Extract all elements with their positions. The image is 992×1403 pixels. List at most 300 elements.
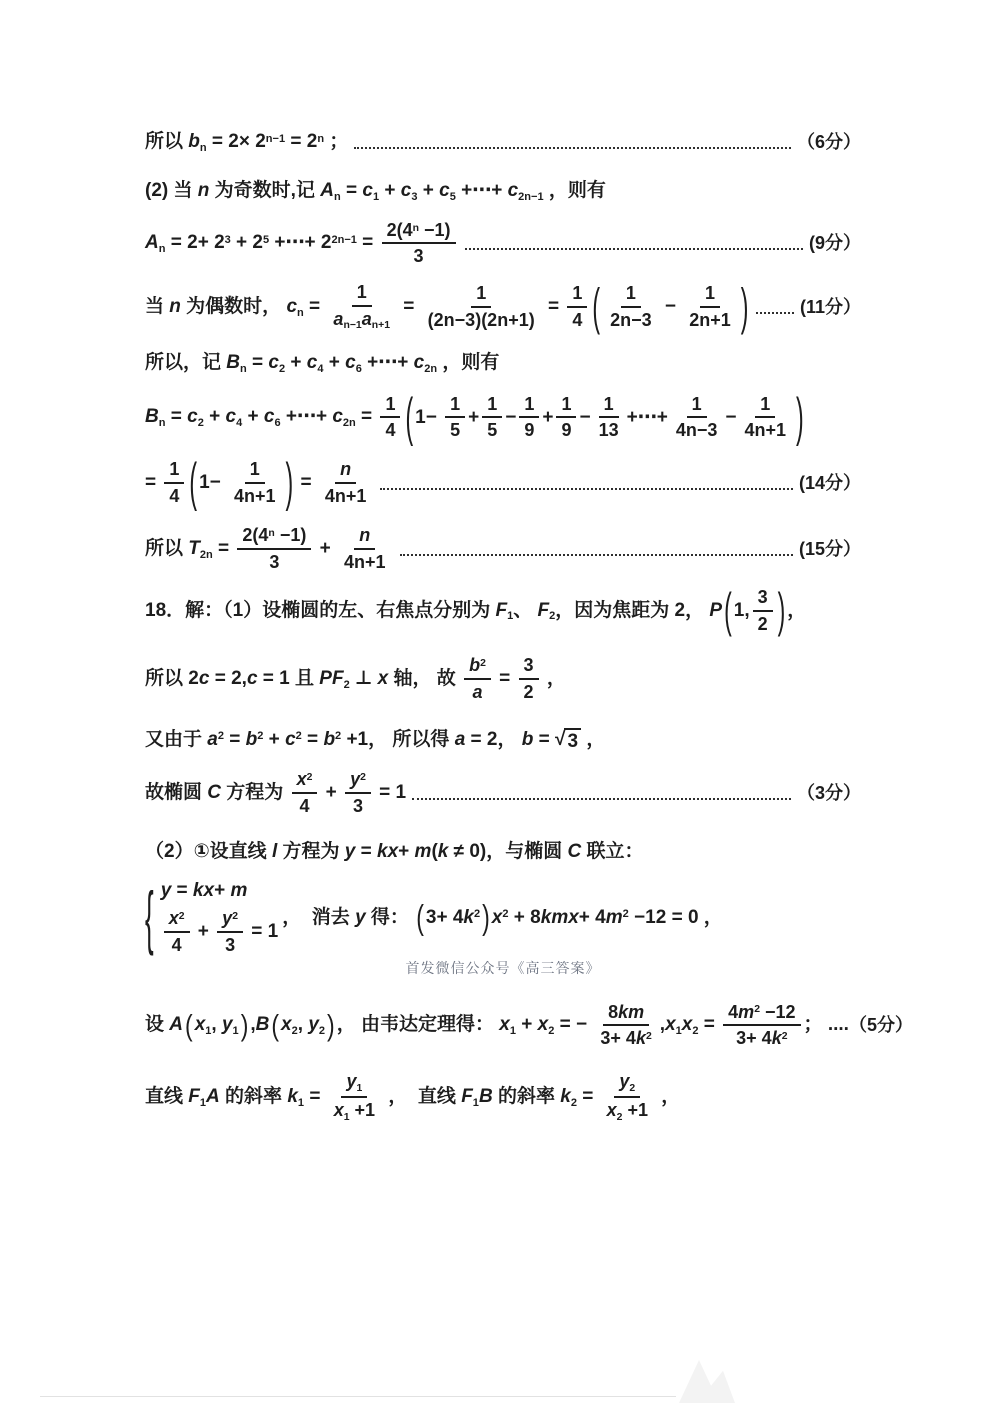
score-label: (9分） <box>808 233 861 254</box>
big-paren: ) <box>740 277 749 335</box>
math-fraction <box>237 525 311 572</box>
math-subscript: 6 <box>355 362 362 375</box>
math-group <box>492 906 723 930</box>
math-group <box>736 1028 787 1049</box>
math-variable: c <box>187 406 198 428</box>
fraction-numerator <box>599 394 619 419</box>
math-text: 1− <box>199 471 227 493</box>
fraction-numerator <box>164 459 184 484</box>
math-text: 联立： <box>581 840 644 862</box>
math-text: +⋯+ <box>626 406 668 428</box>
math-text: + <box>323 351 346 373</box>
math-text: 4 <box>299 796 310 817</box>
math-text: 的斜率 <box>492 1086 561 1108</box>
math-variable: a <box>361 308 372 329</box>
math-text: ； .... <box>803 1014 849 1036</box>
math-fraction <box>292 769 318 816</box>
wechat-watermark: 首发微信公众号《高三答案》 <box>405 959 601 976</box>
math-variable: c <box>198 667 210 689</box>
math-subscript: 2 <box>318 1025 326 1038</box>
math-variable: x <box>281 1014 292 1036</box>
math-group <box>281 1013 325 1037</box>
math-text: ， <box>541 668 566 690</box>
fraction-denominator <box>329 1098 380 1123</box>
fraction-denominator <box>264 550 284 573</box>
solution-content <box>145 130 913 1123</box>
fraction-numerator <box>445 394 465 419</box>
math-group <box>472 682 482 703</box>
math-variable: a <box>472 681 483 702</box>
math-variable: B <box>145 406 159 428</box>
math-variable: B <box>255 1014 270 1036</box>
math-group <box>572 283 582 304</box>
math-group <box>689 310 731 331</box>
math-variable: T <box>188 538 200 560</box>
math-group <box>524 420 534 441</box>
math-group <box>297 769 313 790</box>
math-variable: k <box>635 1028 646 1049</box>
math-group <box>804 1013 849 1037</box>
math-group <box>246 920 278 944</box>
math-text: 1 <box>476 283 487 304</box>
fraction-numerator <box>519 655 539 680</box>
big-paren: ) <box>777 582 786 638</box>
math-text: 5 <box>487 420 498 441</box>
math-variable: c <box>507 179 519 201</box>
fraction-numerator <box>723 1002 800 1027</box>
math-text: ，则有 <box>437 351 500 373</box>
math-variable: k <box>560 1086 571 1108</box>
math-text: 1 <box>572 283 583 304</box>
score-label: （6分） <box>796 131 861 152</box>
math-group <box>692 394 702 415</box>
math-subscript: n <box>158 243 166 256</box>
math-text: +⋯+ <box>455 179 508 201</box>
math-subscript: 2 <box>692 1025 699 1038</box>
math-group <box>561 394 571 415</box>
math-group <box>145 351 499 375</box>
math-text: +⋯+ <box>361 351 414 373</box>
math-group <box>320 781 342 805</box>
formula-line-system-elimination <box>145 876 861 958</box>
math-text: −1) <box>274 525 307 546</box>
math-group <box>385 420 395 441</box>
big-paren: ( <box>271 1007 280 1042</box>
fraction-numerator <box>755 394 775 419</box>
fraction-denominator <box>348 794 368 817</box>
math-group <box>734 599 750 623</box>
math-group <box>145 231 379 255</box>
math-text: = 2× 2 <box>206 131 266 152</box>
math-text: − <box>725 406 737 428</box>
math-text: 9 <box>561 420 572 441</box>
math-variable: x <box>333 1100 344 1121</box>
math-text: 故椭圆 <box>145 782 208 804</box>
math-variable: y <box>355 906 366 928</box>
math-subscript: 2 <box>549 610 556 623</box>
math-group <box>426 906 480 930</box>
math-variable: x <box>681 1014 693 1036</box>
math-variable: m <box>414 840 432 862</box>
math-group <box>760 394 770 415</box>
math-superscript: 3 <box>224 233 231 246</box>
math-text: 1, <box>733 599 750 621</box>
math-group <box>428 310 535 331</box>
math-text: = <box>355 406 378 428</box>
math-text: + <box>320 782 343 804</box>
fraction-denominator <box>167 933 187 956</box>
math-text: = <box>576 1086 599 1108</box>
equation-system <box>145 876 279 958</box>
math-text: 为奇数时,记 <box>209 179 321 201</box>
math-group <box>787 599 806 623</box>
math-variable: x <box>499 1014 510 1036</box>
fraction-denominator <box>339 550 391 573</box>
math-group <box>599 420 619 441</box>
math-text: 1 <box>691 393 702 414</box>
math-text: = <box>340 179 363 201</box>
math-variable: k <box>771 1028 782 1049</box>
math-variable: k <box>287 1086 298 1108</box>
math-subscript: n <box>158 417 166 430</box>
math-text: + <box>285 351 307 373</box>
math-fraction <box>684 283 736 330</box>
math-superscript: 2 <box>232 911 238 922</box>
math-text: 4n+1 <box>324 485 367 506</box>
math-text: 1 <box>705 283 716 304</box>
math-subscript: 2n <box>199 549 213 562</box>
math-subscript: 1 <box>297 1096 305 1109</box>
math-text: = <box>303 296 326 318</box>
math-subscript: 1 <box>343 1111 350 1123</box>
math-group <box>161 879 248 903</box>
math-group <box>608 1002 644 1023</box>
score-label: （3分） <box>796 782 861 803</box>
math-text: + <box>398 840 415 862</box>
math-variable: y <box>344 840 356 862</box>
math-group <box>383 1085 599 1109</box>
math-group <box>350 769 366 790</box>
math-variable: b <box>469 655 481 676</box>
math-variable: y <box>619 1070 630 1091</box>
math-text: = <box>355 840 378 862</box>
math-subscript: 2 <box>570 1096 577 1109</box>
fraction-denominator <box>731 1026 792 1049</box>
page-bottom-rule <box>40 1396 676 1397</box>
math-text: 13 <box>598 420 619 441</box>
math-variable: PF <box>319 667 344 689</box>
math-text: + <box>314 538 336 560</box>
math-subscript: 1 <box>509 1025 516 1038</box>
formula-line-ellipse-equation <box>145 769 861 816</box>
math-text: = 1 <box>246 921 279 943</box>
math-text: + <box>192 921 215 943</box>
math-text: + <box>516 1014 538 1036</box>
math-text: +1 <box>622 1100 648 1121</box>
fraction-denominator <box>605 308 657 331</box>
math-variable: x <box>194 1014 206 1036</box>
math-variable: n <box>340 459 352 480</box>
dotted-leader <box>756 312 794 314</box>
fraction-numerator <box>482 394 502 419</box>
math-text: = <box>398 296 420 318</box>
math-superscript: 2 <box>502 908 509 921</box>
math-variable: kx <box>377 840 399 862</box>
math-text: + <box>263 728 286 750</box>
fraction-denominator <box>467 680 487 703</box>
math-subscript: 2 <box>343 678 350 691</box>
math-group <box>359 525 370 546</box>
fraction-denominator <box>519 418 539 441</box>
system-brace: { <box>145 876 154 958</box>
fraction-numerator <box>519 394 539 419</box>
math-text: 3 <box>523 655 534 676</box>
math-text: 1 <box>249 459 260 480</box>
math-text: 、 <box>513 599 538 621</box>
formula-line-ab-values <box>145 728 861 754</box>
math-variable: B <box>226 351 241 373</box>
math-subscript: n <box>333 190 341 203</box>
fraction-denominator <box>423 308 540 331</box>
math-variable: b <box>188 131 200 152</box>
math-group <box>334 1100 375 1123</box>
math-group <box>340 459 351 480</box>
math-text: = <box>145 471 162 493</box>
fraction-numerator <box>753 587 773 612</box>
math-group <box>346 1071 362 1094</box>
math-group <box>195 1013 239 1037</box>
math-superscript: 5 <box>263 233 270 246</box>
math-variable: F <box>495 599 508 621</box>
math-subscript: 2n−1 <box>518 190 544 203</box>
math-variable: k <box>463 906 474 928</box>
math-subscript: 2 <box>278 362 286 375</box>
math-text: 4n+1 <box>344 552 386 573</box>
math-group <box>627 406 668 430</box>
math-subscript: 1 <box>372 190 380 203</box>
fraction-denominator <box>220 933 240 956</box>
math-text: 4 <box>572 309 583 330</box>
big-paren: ) <box>327 1007 335 1042</box>
formula-line-bn-telescoping <box>145 386 861 447</box>
math-text: 方程为 <box>277 840 345 862</box>
math-text: + 2 <box>230 232 264 254</box>
math-subscript: 2 <box>629 1082 636 1094</box>
math-variable: x <box>296 769 307 790</box>
math-text: = 2+ 2 <box>165 232 225 254</box>
math-group <box>169 459 179 480</box>
math-group <box>758 614 768 635</box>
math-variable: c <box>439 179 450 201</box>
math-variable: x <box>377 667 389 689</box>
math-subscript: 1 <box>205 1025 212 1038</box>
big-paren: ( <box>405 386 414 447</box>
fraction-numerator <box>687 394 707 419</box>
math-group <box>145 405 377 429</box>
fraction-denominator <box>229 484 281 507</box>
math-group <box>325 486 367 507</box>
math-variable: c <box>246 667 258 689</box>
dotted-leader <box>400 554 793 556</box>
math-text: (2n−3)(2n+1) <box>427 309 535 330</box>
math-superscript: 2 <box>306 772 313 784</box>
math-subscript: 3 <box>411 190 418 203</box>
fraction-numerator <box>292 769 318 794</box>
math-group <box>145 840 644 864</box>
big-paren: ) <box>482 897 490 937</box>
math-group <box>374 781 406 805</box>
math-group <box>387 220 451 241</box>
math-variable: m <box>605 906 623 928</box>
radical-sign: √ <box>555 728 566 750</box>
fraction-numerator <box>464 655 491 680</box>
fraction-numerator <box>614 1071 640 1098</box>
dotted-leader <box>465 248 803 250</box>
math-text: ， <box>581 728 606 750</box>
math-group <box>619 1071 635 1094</box>
math-group <box>344 552 386 573</box>
fraction-numerator <box>352 282 372 307</box>
formula-line-vieta <box>145 1001 913 1049</box>
math-group <box>145 1013 183 1037</box>
math-subscript: 4 <box>317 362 324 375</box>
fraction-denominator <box>595 1026 656 1049</box>
big-paren: ) <box>240 1007 249 1042</box>
math-text: 4n+1 <box>744 420 786 441</box>
math-group <box>505 406 516 430</box>
math-text: 4n−3 <box>675 420 718 441</box>
math-variable: x <box>168 908 179 929</box>
math-text: = <box>493 668 516 690</box>
score-label: （5分） <box>848 1015 913 1036</box>
math-variable: b <box>245 728 258 750</box>
math-variable: F <box>461 1086 473 1108</box>
formula-line-odd-case-setup <box>145 179 861 203</box>
math-subscript: n <box>199 141 207 154</box>
math-superscript: 2 <box>335 730 342 743</box>
math-text: − <box>505 406 517 428</box>
fraction-denominator <box>320 484 372 507</box>
fraction-numerator <box>341 1071 367 1098</box>
math-group <box>487 394 497 415</box>
math-fraction <box>567 283 587 330</box>
math-group <box>450 420 460 441</box>
math-subscript: 6 <box>274 417 281 430</box>
math-text: −12 = 0 ， <box>628 906 723 928</box>
math-variable: c <box>413 351 425 373</box>
math-text: (2) 当 <box>145 179 198 201</box>
math-group <box>250 459 260 480</box>
math-group <box>145 667 461 691</box>
math-text: 轴， 故 <box>388 667 462 689</box>
radicand: 3 <box>564 728 581 754</box>
math-group <box>299 796 309 817</box>
fraction-denominator <box>602 1098 653 1123</box>
math-group <box>656 1085 680 1109</box>
math-group <box>353 796 363 817</box>
math-group <box>600 1028 651 1049</box>
math-superscript: 2 <box>480 658 486 669</box>
math-text: = <box>542 296 565 318</box>
math-group <box>314 537 336 561</box>
math-text: 1 <box>760 393 771 414</box>
math-text: 所以 2 <box>145 667 199 689</box>
math-variable: x <box>606 1100 617 1121</box>
math-group <box>250 1013 269 1037</box>
math-group <box>357 282 367 303</box>
math-variable: F <box>537 599 550 621</box>
fraction-numerator <box>556 394 576 419</box>
math-group <box>524 394 534 415</box>
math-group <box>145 781 289 805</box>
math-fraction <box>164 908 190 955</box>
math-text: = 1 <box>373 782 407 804</box>
fraction-denominator <box>739 418 791 441</box>
math-group <box>494 667 516 691</box>
math-superscript: n <box>317 132 325 145</box>
system-row <box>161 879 248 903</box>
math-group <box>222 908 238 929</box>
math-text: +⋯+ <box>280 406 333 428</box>
system-row <box>161 908 279 955</box>
math-text: 2 <box>523 681 534 702</box>
math-variable: c <box>268 351 279 373</box>
math-text: 1− <box>415 406 443 428</box>
math-superscript: 2 <box>257 730 264 743</box>
math-group <box>610 310 652 331</box>
fraction-numerator <box>237 525 311 550</box>
math-superscript: 2 <box>178 911 185 922</box>
math-text: ， <box>655 1086 681 1108</box>
math-group <box>337 1013 593 1037</box>
math-text: = <box>224 728 246 750</box>
math-text: = <box>246 351 269 373</box>
math-variable: P <box>709 599 723 621</box>
math-text: 4 <box>171 934 182 955</box>
math-superscript: n−1 <box>265 132 286 145</box>
math-text: 得： <box>365 906 415 928</box>
math-text: ， 直线 <box>383 1086 462 1108</box>
math-text: 1 <box>603 393 614 414</box>
math-fraction <box>556 394 576 441</box>
math-group <box>725 406 736 430</box>
math-text: = <box>165 406 188 428</box>
math-group <box>758 587 768 608</box>
score-label: (11分） <box>799 296 861 317</box>
math-text: 1 <box>169 459 180 480</box>
math-text: = <box>301 728 324 750</box>
fraction-numerator <box>335 459 356 484</box>
score-label: (14分） <box>798 472 861 493</box>
dotted-leader <box>412 798 791 800</box>
fraction-numerator <box>603 1002 649 1027</box>
fraction-denominator <box>567 308 587 331</box>
math-fraction <box>602 1071 653 1123</box>
math-superscript: 2 <box>781 1031 788 1043</box>
math-text: 当 <box>145 296 170 318</box>
math-group <box>145 471 161 495</box>
big-paren: ( <box>185 1007 193 1042</box>
math-text: 3 <box>269 552 280 573</box>
formula-line-bn-simplified <box>145 452 861 512</box>
math-group <box>487 420 497 441</box>
math-fraction <box>723 1002 800 1049</box>
math-text: 1 <box>385 393 396 414</box>
math-subscript: 1 <box>232 1025 239 1038</box>
math-variable: C <box>567 840 582 862</box>
math-variable: x <box>537 1014 549 1036</box>
math-text: 3 <box>757 586 768 607</box>
